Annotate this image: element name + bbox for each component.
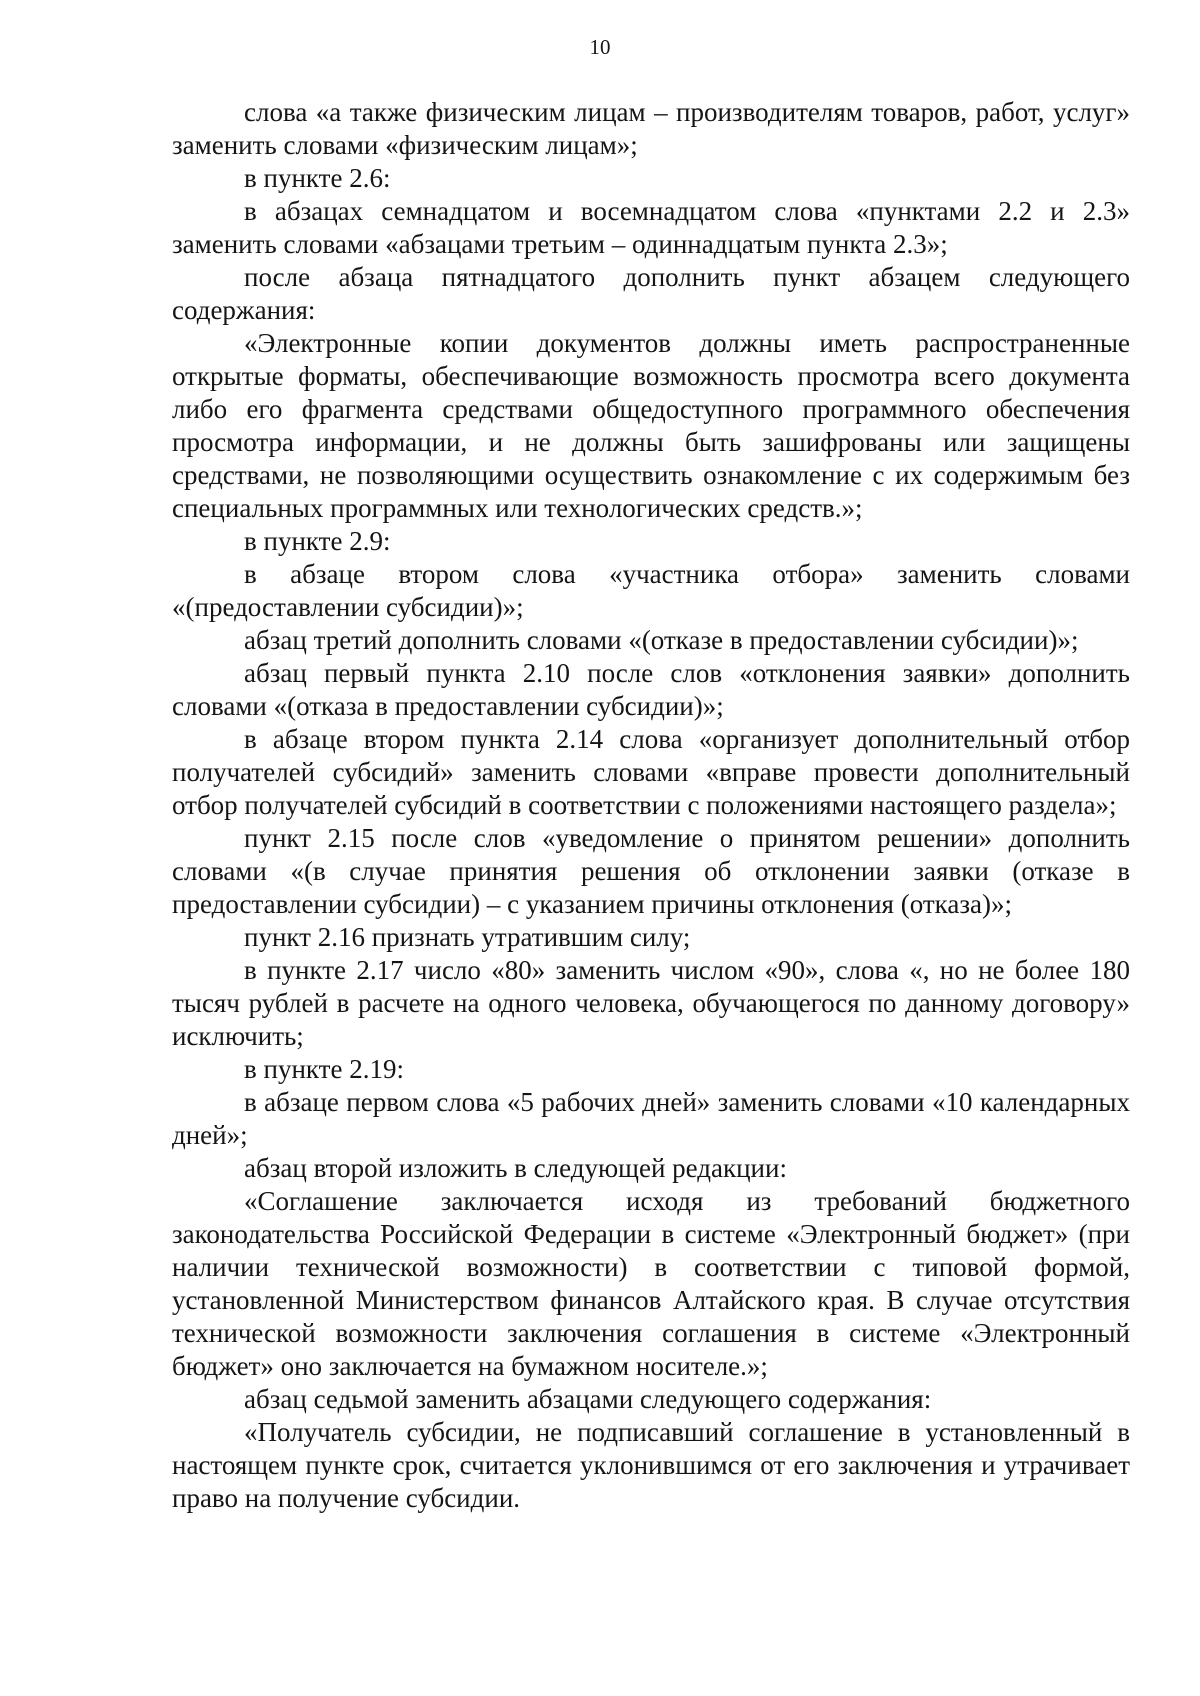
paragraph: в абзаце первом слова «5 рабочих дней» заменить словами «10 календарных дней»;: [172, 1087, 1130, 1150]
paragraph: пункт 2.16 признать утратившим силу;: [244, 922, 691, 952]
paragraph: в пункте 2.19:: [244, 1054, 404, 1084]
paragraph: в абзаце втором пункта 2.14 слова «организует дополнительный отбор получателей субсидий» заменить словами «вправе провести дополнительный отбор получателей субсидий в соответствии с положениями настоящего раздела»;: [172, 724, 1130, 820]
paragraph: «Соглашение заключается исходя из требований бюджетного законодательства Российской Федерации в системе «Электронный бюджет» (при наличии технической возможности) в соответствии с типовой формой, установленной Министерством финансов Алтайского края. В случае отсутствия технической возможности заключения соглашения в системе «Электронный бюджет» оно заключается на бумажном носителе.»;: [172, 1186, 1130, 1381]
paragraph: слова «а также физическим лицам – производителям товаров, работ, услуг» заменить словами «физическим лицам»;: [172, 97, 1130, 160]
paragraph: в пункте 2.17 число «80» заменить числом «90», слова «, но не более 180 тысяч рублей в расчете на одного человека, обучающегося по данному договору» исключить;: [172, 955, 1130, 1051]
document-body: [172, 96, 1130, 1515]
paragraph: абзац третий дополнить словами «(отказе в предоставлении субсидии)»;: [244, 625, 1079, 655]
paragraph: после абзаца пятнадцатого дополнить пункт абзацем следующего содержания:: [172, 262, 1130, 325]
paragraph: в пункте 2.6:: [244, 163, 391, 193]
paragraph: абзац первый пункта 2.10 после слов «отклонения заявки» дополнить словами «(отказа в предоставлении субсидии)»;: [172, 658, 1130, 721]
paragraph: в пункте 2.9:: [244, 526, 391, 556]
paragraph: абзац седьмой заменить абзацами следующего содержания:: [244, 1384, 932, 1414]
paragraph: абзац второй изложить в следующей редакции:: [244, 1153, 787, 1183]
paragraph: пункт 2.15 после слов «уведомление о принятом решении» дополнить словами «(в случае принятия решения об отклонении заявки (отказе в предоставлении субсидии) – с указанием причины отклонения (отказа)»;: [172, 823, 1130, 919]
paragraph: в абзаце втором слова «участника отбора» заменить словами «(предоставлении субсидии)»;: [172, 559, 1130, 622]
paragraph: в абзацах семнадцатом и восемнадцатом слова «пунктами 2.2 и 2.3» заменить словами «абзацами третьим – одиннадцатым пункта 2.3»;: [172, 196, 1130, 259]
paragraph: «Электронные копии документов должны иметь распространенные открытые форматы, обеспечивающие возможность просмотра всего документа либо его фрагмента средствами общедоступного программного обеспечения просмотра информации, и не должны быть зашифрованы или защищены средствами, не позволяющими осуществить ознакомление с их содержимым без специальных программных или технологических средств.»;: [172, 328, 1130, 523]
page-number: 10: [589, 35, 611, 59]
paragraph: «Получатель субсидии, не подписавший соглашение в установленный в настоящем пункте срок, считается уклонившимся от его заключения и утрачивает право на получение субсидии.: [172, 1417, 1130, 1513]
